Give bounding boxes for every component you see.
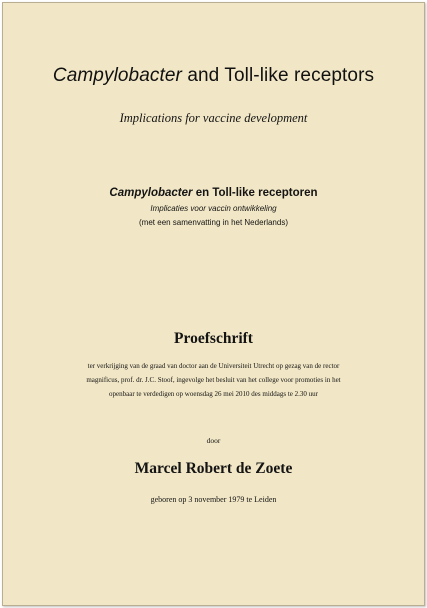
main-title-rest: and Toll-like receptors	[181, 65, 375, 86]
degree-line-1: ter verkrijging van de graad van doctor aan de Universiteit Utrecht op gezag van de rector	[87, 362, 340, 370]
subtitle: Implications for vaccine development	[119, 111, 308, 125]
dutch-subtitle: Implicaties voor vaccin ontwikkeling	[150, 204, 277, 213]
thesis-title-page	[2, 2, 425, 606]
birth-details: geboren op 3 november 1979 te Leiden	[150, 495, 277, 504]
dutch-title-organism: Campylobacter	[109, 187, 193, 199]
author-name: Marcel Robert de Zoete	[134, 460, 293, 477]
by-label: door	[206, 436, 221, 445]
degree-line-2: magnificus, prof. dr. J.C. Stoof, ingevolge het besluit van het college voor promoties in het	[86, 376, 341, 384]
degree-line-3: openbaar te verdedigen op woensdag 26 mei 2010 des middags te 2.30 uur	[109, 390, 318, 398]
degree-statement	[33, 359, 394, 401]
thesis-heading: Proefschrift	[174, 330, 253, 347]
dutch-title-rest: en Toll-like receptoren	[192, 187, 318, 199]
main-title-organism: Campylobacter	[52, 65, 182, 86]
dutch-title	[3, 186, 424, 200]
dutch-summary-note: (met een samenvatting in het Nederlands)	[139, 218, 288, 227]
main-title	[3, 64, 424, 88]
